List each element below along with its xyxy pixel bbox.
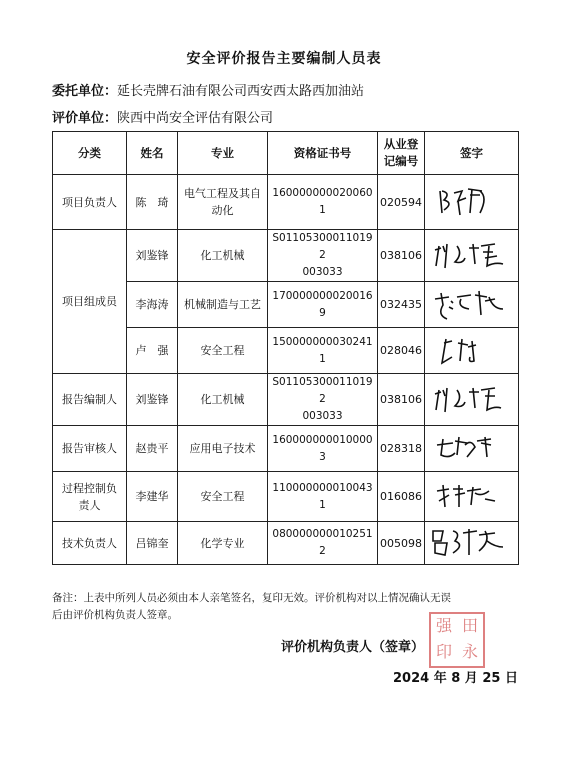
signature-liu-jianfeng-2 (425, 374, 519, 426)
seal-char-1: 强 (435, 616, 452, 635)
header-name: 姓名 (127, 132, 178, 175)
remark-line1: 备注：上表中所列人员必须由本人亲笔签名，复印无效。评价机构对以上情况确认无误 (52, 592, 451, 604)
header-reg (378, 132, 425, 175)
cell-name: 陈 琦 (127, 175, 178, 230)
cell-category-line1: 过程控制负 (62, 481, 117, 495)
header-category: 分类 (53, 132, 127, 175)
cell-category: 项目组成员 (53, 230, 127, 374)
header-reg-line1: 从业登 (383, 137, 419, 151)
cell-major: 安全工程 (178, 472, 268, 522)
table-row (53, 522, 519, 565)
cell-major: 化学专业 (178, 522, 268, 565)
cell-major: 应用电子技术 (178, 426, 268, 472)
cell-category: 技术负责人 (53, 522, 127, 565)
cell-category: 报告审核人 (53, 426, 127, 472)
cell-major: 化工机械 (178, 230, 268, 282)
seal-char-3: 印 (435, 642, 452, 661)
cell-name: 刘鉴锋 (127, 374, 178, 426)
page-title: 安全评价报告主要编制人员表 (186, 51, 382, 67)
cell-reg: 005098 (378, 522, 425, 565)
cell-major (178, 175, 268, 230)
table-row (53, 426, 519, 472)
signature-image (427, 525, 517, 561)
signature-chen-qi (425, 175, 519, 230)
evaluation-unit-label: 评价单位： (52, 111, 118, 126)
cell-name: 李建华 (127, 472, 178, 522)
header-major: 专业 (178, 132, 268, 175)
cell-cert: 1700000000200169 (268, 282, 378, 328)
cell-cert: 1600000000200601 (268, 175, 378, 230)
document-date: 2024 年 8 月 25 日 (393, 671, 518, 686)
cell-reg: 016086 (378, 472, 425, 522)
cell-cert-line1: S011053000110192 (272, 376, 373, 405)
cell-name: 卢 强 (127, 328, 178, 374)
cell-major: 化工机械 (178, 374, 268, 426)
cell-category-line2: 责人 (78, 498, 101, 512)
cell-reg: 028046 (378, 328, 425, 374)
table-row (53, 230, 519, 282)
cell-name: 吕锦奎 (127, 522, 178, 565)
client-unit-label: 委托单位： (52, 84, 118, 99)
cell-reg: 020594 (378, 175, 425, 230)
cell-major: 机械制造与工艺 (178, 282, 268, 328)
header-reg-line2: 记编号 (383, 154, 419, 168)
client-unit-value: 延长壳牌石油有限公司西安西太路西加油站 (117, 84, 365, 99)
table-header-row (53, 132, 519, 175)
cell-reg: 028318 (378, 426, 425, 472)
header-cert: 资格证书号 (268, 132, 378, 175)
cell-cert-line1: S011053000110192 (272, 232, 373, 261)
signature-lu-qiang (425, 328, 519, 374)
cell-cert: 1600000000100003 (268, 426, 378, 472)
cell-category: 项目负责人 (53, 175, 127, 230)
table-row (53, 374, 519, 426)
cell-category: 报告编制人 (53, 374, 127, 426)
table-row (53, 175, 519, 230)
cell-cert-line2: 003033 (302, 266, 343, 278)
header-sign: 签字 (425, 132, 519, 175)
cell-cert: 1500000000302411 (268, 328, 378, 374)
cell-reg: 038106 (378, 230, 425, 282)
official-seal (429, 612, 485, 668)
staff-table (52, 131, 519, 565)
cell-category (53, 472, 127, 522)
remark-line2: 后由评价机构负责人签章。 (52, 609, 178, 621)
cell-cert-line2: 003033 (302, 410, 343, 422)
cell-cert (268, 230, 378, 282)
signature-li-jianhua (425, 472, 519, 522)
cell-reg: 032435 (378, 282, 425, 328)
cell-name: 刘鉴锋 (127, 230, 178, 282)
signature-image (429, 479, 515, 515)
cell-cert: 0800000000102512 (268, 522, 378, 565)
evaluation-unit-value: 陕西中尚安全评估有限公司 (117, 111, 274, 126)
cell-reg: 038106 (378, 374, 425, 426)
signature-image (432, 333, 512, 369)
evaluation-unit (52, 107, 273, 126)
signature-zhao-guiping (425, 426, 519, 472)
seal-char-4: 永 (461, 642, 478, 661)
signature-image (432, 183, 512, 221)
cell-name: 赵贵平 (127, 426, 178, 472)
cell-major-line1: 电气工程及其自 (184, 187, 261, 200)
signature-liu-jianfeng (425, 230, 519, 282)
cell-cert (268, 374, 378, 426)
agency-head-signature-label: 评价机构负责人（签章） (281, 640, 425, 655)
signature-image (429, 238, 515, 274)
cell-major: 安全工程 (178, 328, 268, 374)
signature-image (429, 287, 515, 323)
table-row (53, 472, 519, 522)
signature-image (429, 431, 515, 467)
signature-image (429, 382, 515, 418)
cell-cert: 1100000000100431 (268, 472, 378, 522)
cell-major-line2: 动化 (211, 204, 234, 217)
client-unit (52, 80, 364, 99)
cell-name: 李海涛 (127, 282, 178, 328)
signature-lv-jinkui (425, 522, 519, 565)
seal-char-2: 田 (461, 616, 478, 635)
signature-li-haitao (425, 282, 519, 328)
